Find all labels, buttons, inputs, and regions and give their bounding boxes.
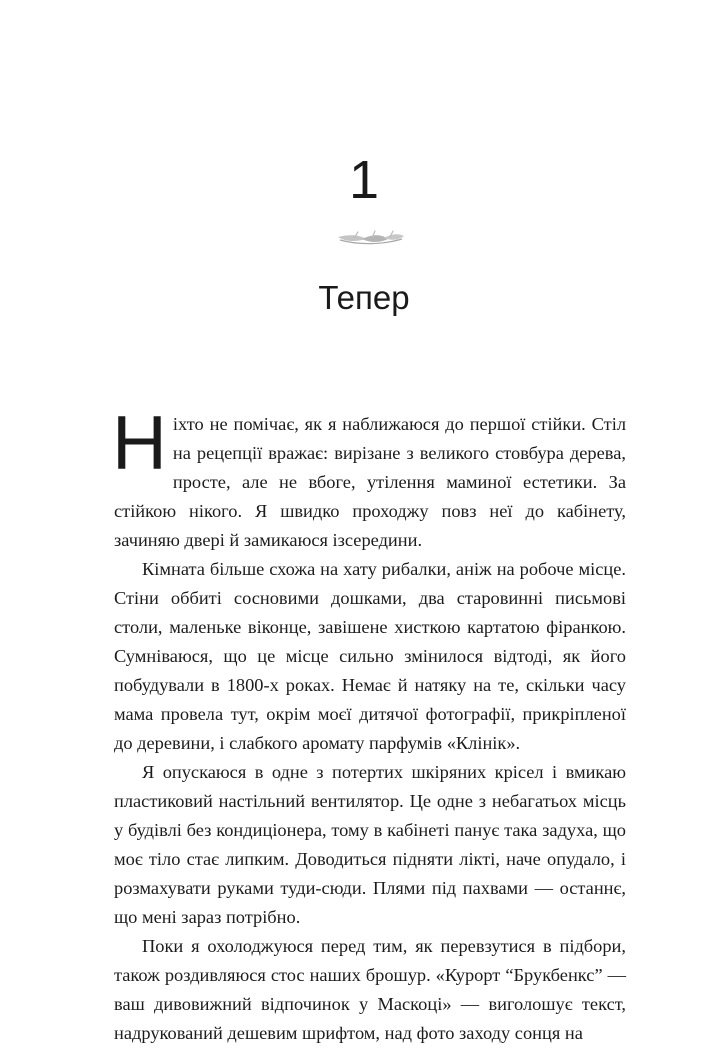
- chapter-body: [112, 401, 626, 1048]
- paragraph-1-text: іхто не помічає, як я наближаюся до першої стійки. Стіл на рецепції вражає: вирізане з великого стовбура дерева, просте, але не вбоге, утілення маминої естетики. За стійкою нікого. Я швидко проходжу повз неї до кабінету, зачиняю двері й замикаюся ізсередини.: [114, 414, 626, 550]
- paragraph-3: Я опускаюся в одне з потертих шкіряних крісел і вмикаю пластиковий настільний вентилятор. Це одне з небагатьох місць у будівлі без кондиціонера, тому в кабінеті панує така задуха, що моє тіло стає липким. Доводиться підняти лікті, наче опудало, і розмахувати руками туди-сюди. Плями під пахвами — останнє, що мені зараз потрібно.: [114, 762, 626, 927]
- paragraph-2: Кімната більше схожа на хату рибалки, аніж на робоче місце. Стіни оббиті сосновими дошками, два старовинні письмові столи, маленьке віконце, завішене хисткою картатою фіранкою. Сумніваюся, що це місце сильно змінилося відтоді, як його побудували в 1800-х роках. Немає й натяку на те, скільки часу мама провела тут, окрім моєї дитячої фотографії, прикріпленої до деревини, і слабкого аромату парфумів «Клінік».: [114, 559, 626, 753]
- chapter-title: Тепер: [318, 279, 410, 316]
- leaf-ornament-icon: [336, 228, 406, 246]
- paragraph-1: [112, 401, 626, 555]
- drop-cap: Н: [112, 401, 167, 486]
- paragraph-4: Поки я охолоджуюся перед тим, як перевзутися в підбори, також роздивляюся стос наших брошур. «Курорт “Брукбенкс” — ваш дивовижний відпочинок у Маскоці» — виголошує текст, надрукований дешевим шрифтом, над фото заходу сонця на: [114, 936, 626, 1043]
- chapter-number: 1: [348, 150, 380, 210]
